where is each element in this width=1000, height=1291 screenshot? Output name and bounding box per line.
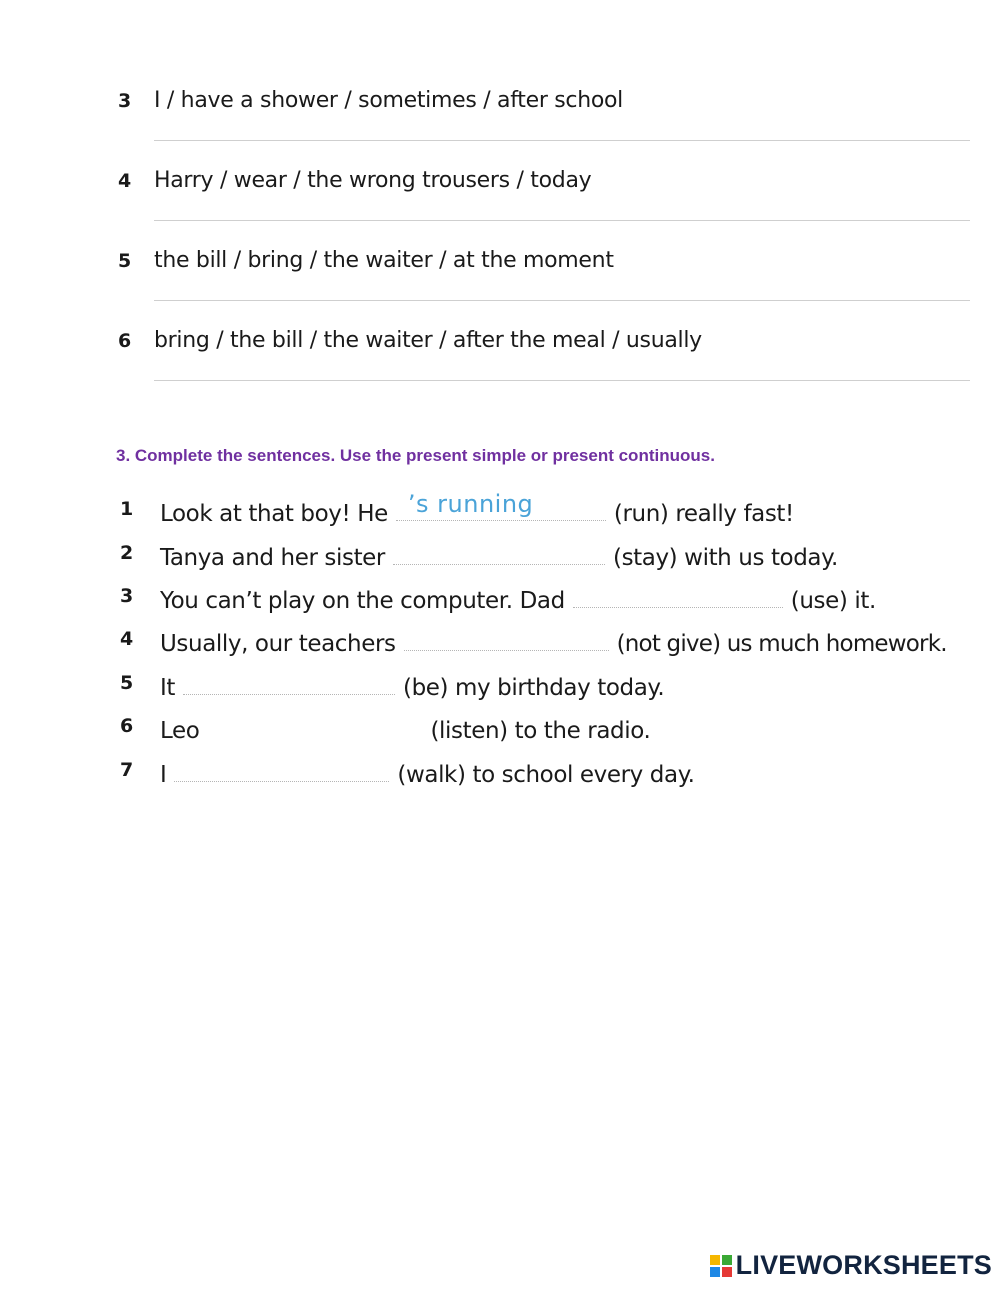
answer-line[interactable]: [154, 300, 970, 301]
exercise2-item: [118, 330, 970, 410]
item-number: 4: [120, 628, 133, 650]
logo-text: LIVEWORKSHEETS: [735, 1250, 992, 1280]
sentence-start: It: [160, 675, 176, 701]
sentence-start: Tanya and her sister: [160, 545, 385, 571]
sentence-start: I: [160, 762, 167, 788]
item-number: 6: [118, 330, 132, 352]
item-number: 6: [120, 715, 133, 737]
item-number: 3: [118, 90, 132, 112]
sentence-end: (walk) to school every day.: [397, 762, 695, 788]
answer-blank[interactable]: [183, 668, 395, 695]
answer-blank[interactable]: [573, 581, 783, 608]
sentence-end: (stay) with us today.: [613, 545, 838, 571]
item-prompt: the bill / bring / the waiter / at the moment: [154, 248, 614, 273]
item-number: 5: [120, 672, 133, 694]
answer-blank[interactable]: [404, 624, 609, 651]
item-number: 1: [120, 498, 133, 520]
answer-blank[interactable]: [207, 711, 422, 738]
item-number: 3: [120, 585, 133, 607]
exercise2-item: [118, 170, 970, 250]
sentence-end: (use) it.: [790, 588, 876, 614]
sentence-end: (listen) to the radio.: [430, 718, 651, 744]
item-number: 7: [120, 759, 133, 781]
answer-line[interactable]: [154, 220, 970, 221]
answer-blank[interactable]: [174, 755, 389, 782]
item-prompt: Harry / wear / the wrong trousers / today: [154, 168, 592, 193]
answer-line[interactable]: [154, 140, 970, 141]
logo-icon: [710, 1255, 732, 1277]
item-prompt: I / have a shower / sometimes / after school: [154, 88, 623, 113]
item-number: 4: [118, 170, 132, 192]
sentence-end: (be) my birthday today.: [403, 675, 665, 701]
sentence-start: You can’t play on the computer. Dad: [160, 588, 565, 614]
sentence-start: Look at that boy! He: [160, 501, 388, 527]
liveworksheets-logo: [710, 1250, 992, 1281]
item-prompt: bring / the bill / the waiter / after the meal / usually: [154, 328, 702, 353]
exercise2-item: [118, 90, 970, 170]
sentence-end: (not give) us much homework.: [616, 631, 947, 657]
sentence-end: (run) really fast!: [613, 501, 794, 527]
sentence-start: Usually, our teachers: [160, 631, 396, 657]
answer-blank[interactable]: [393, 538, 605, 565]
answer-blank[interactable]: [396, 490, 606, 521]
sentence-start: Leo: [160, 718, 200, 744]
item-number: 5: [118, 250, 132, 272]
item-number: 2: [120, 542, 133, 564]
answer-line[interactable]: [154, 380, 970, 381]
exercise2-item: [118, 250, 970, 330]
answer-text: ’s running: [407, 490, 534, 518]
exercise3-heading: 3. Complete the sentences. Use the present simple or present continuous.: [116, 446, 715, 465]
